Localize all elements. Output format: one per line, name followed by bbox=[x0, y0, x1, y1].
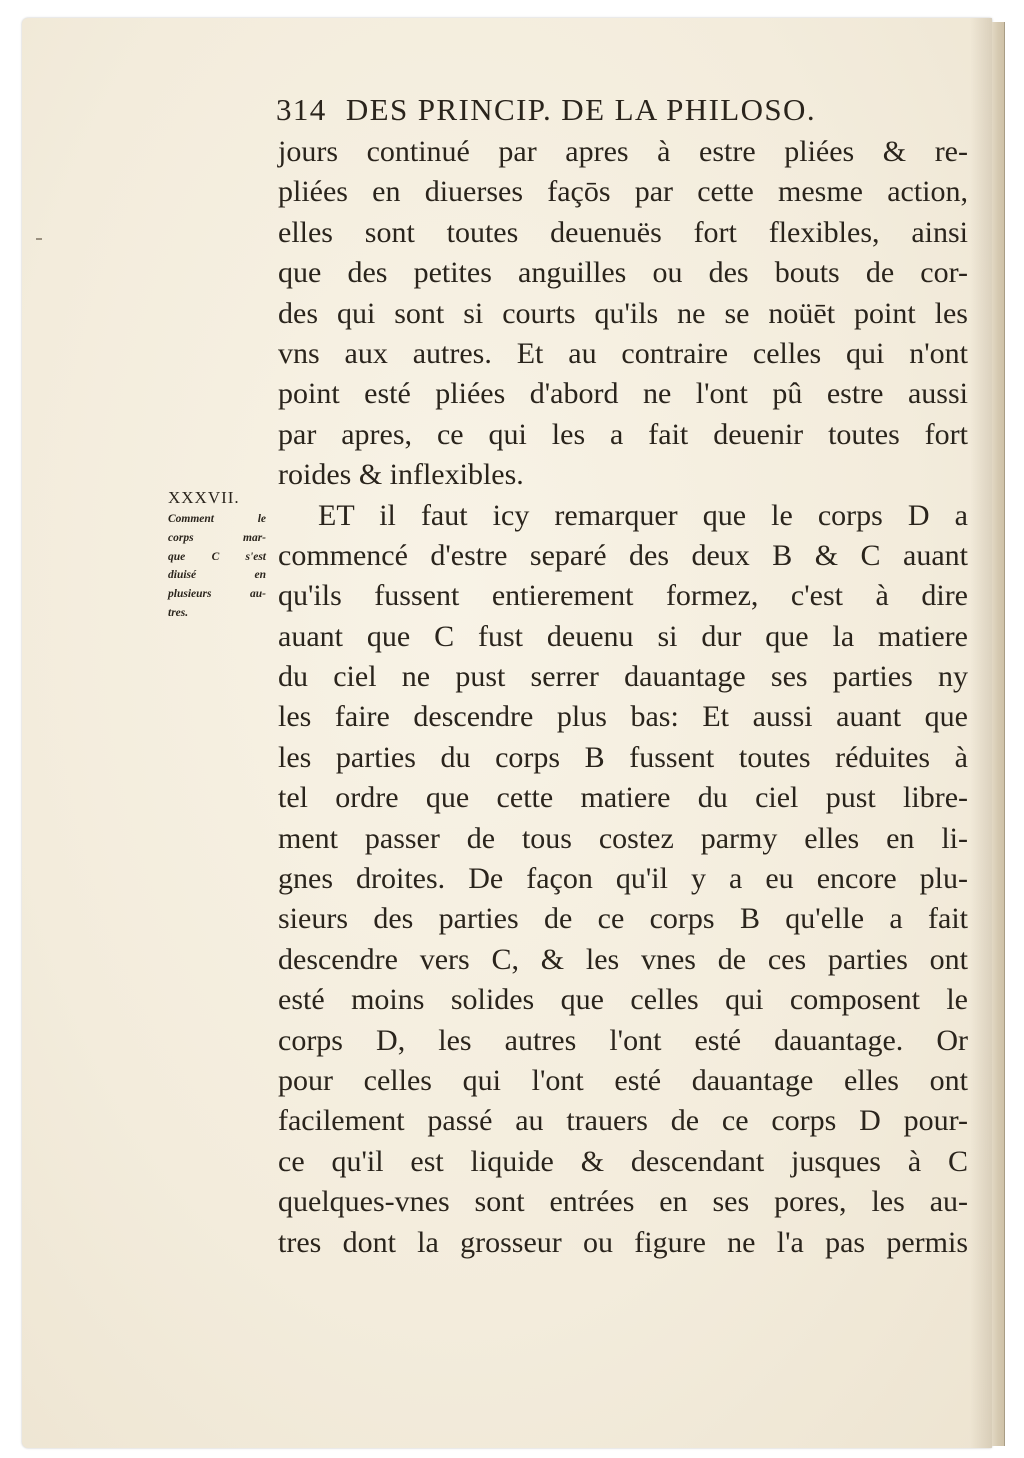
marginal-note-number: XXXVII. bbox=[168, 488, 240, 507]
text-line: commencé d'estre separé des deux B & C auant bbox=[278, 538, 968, 572]
text-line: corps D, les autres l'ont esté dauantage. Or bbox=[278, 1023, 968, 1057]
text-line: facilement passé au trauers de ce corps D pour- bbox=[278, 1104, 968, 1138]
marginal-note-line: plusieurs au- bbox=[168, 588, 266, 601]
text-line: pliées en diuerses façōs par cette mesme action, bbox=[278, 175, 968, 209]
page-number: 314 bbox=[276, 92, 327, 127]
marginal-note bbox=[168, 486, 266, 623]
marginal-note-line: tres. bbox=[168, 606, 189, 619]
text-line: gnes droites. De façon qu'il y a eu encore plu- bbox=[278, 862, 968, 896]
marginal-note-line: corps mar- bbox=[168, 531, 266, 544]
marginal-note-line: diuisé en bbox=[168, 569, 266, 582]
text-line: roides & inflexibles. bbox=[278, 458, 524, 492]
text-line: auant que C fust deuenu si dur que la matiere bbox=[278, 619, 968, 653]
marginal-note-line: Comment le bbox=[168, 513, 266, 525]
text-line: quelques-vnes sont entrées en ses pores, les au- bbox=[278, 1185, 968, 1219]
margin-mark bbox=[36, 238, 42, 240]
marginal-note-line: que C s'est bbox=[168, 550, 266, 563]
text-line: elles sont toutes deuenuës fort flexibles, ainsi bbox=[278, 215, 968, 249]
running-head-title: DES PRINCIP. DE LA PHILOSO. bbox=[345, 92, 816, 127]
text-line: ce qu'il est liquide & descendant jusques à C bbox=[278, 1144, 968, 1178]
running-header bbox=[276, 92, 966, 128]
text-line: point esté pliées d'abord ne l'ont pû estre aussi bbox=[278, 377, 968, 411]
body-text bbox=[278, 132, 968, 1263]
text-line: par apres, ce qui les a fait deuenir toutes fort bbox=[278, 417, 968, 451]
text-line: pour celles qui l'ont esté dauantage elles ont bbox=[278, 1063, 968, 1097]
binding-shadow bbox=[970, 18, 992, 1448]
text-line: du ciel ne pust serrer dauantage ses parties ny bbox=[278, 660, 968, 694]
page-edge bbox=[992, 22, 1005, 1446]
text-line: ment passer de tous costez parmy elles en li- bbox=[278, 821, 968, 855]
text-line: des qui sont si courts qu'ils ne se noüēt point les bbox=[278, 296, 968, 330]
text-line: descendre vers C, & les vnes de ces parties ont bbox=[278, 942, 968, 976]
text-line: jours continué par apres à estre pliées & re- bbox=[278, 135, 968, 168]
text-line: sieurs des parties de ce corps B qu'elle a fait bbox=[278, 902, 968, 936]
text-line: qu'ils fussent entierement formez, c'est à dire bbox=[278, 579, 968, 613]
text-line: tres dont la grosseur ou figure ne l'a pas permis bbox=[278, 1225, 968, 1259]
text-line: les parties du corps B fussent toutes réduites à bbox=[278, 740, 968, 774]
paragraph-first-line: ET il faut icy remarquer que le corps D a bbox=[318, 498, 968, 532]
text-line: les faire descendre plus bas: Et aussi auant que bbox=[278, 700, 968, 734]
text-line: que des petites anguilles ou des bouts de cor- bbox=[278, 256, 968, 290]
text-line: tel ordre que cette matiere du ciel pust libre- bbox=[278, 781, 968, 815]
text-line: esté moins solides que celles qui composent le bbox=[278, 983, 968, 1017]
text-line: vns aux autres. Et au contraire celles qui n'ont bbox=[278, 336, 968, 370]
